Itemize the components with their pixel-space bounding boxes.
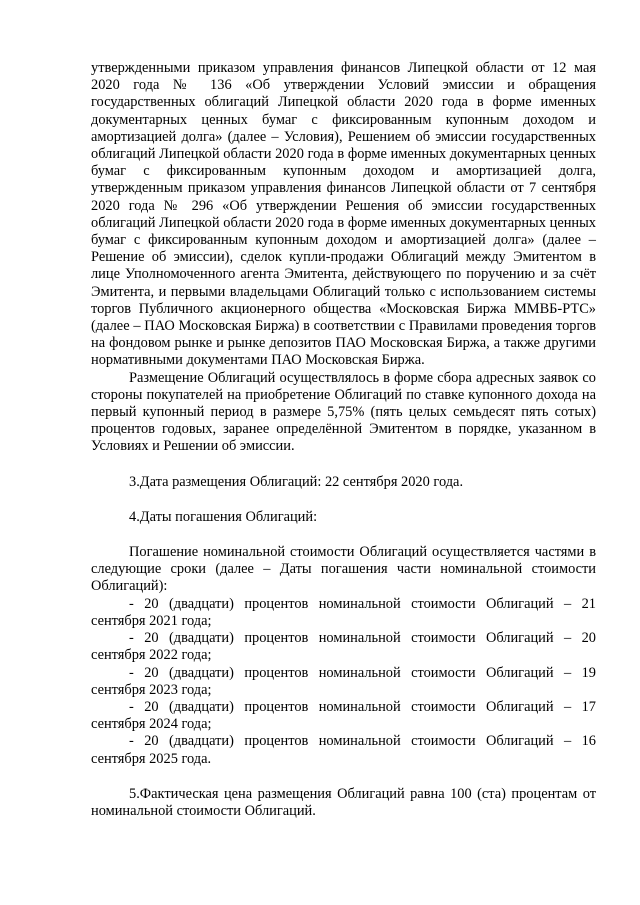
list-item-redemption: - 20 (двадцати) процентов номинальной стоимости Облигаций – 21 сентября 2021 года;: [91, 595, 596, 629]
list-item-redemption: - 20 (двадцати) процентов номинальной стоимости Облигаций – 19 сентября 2023 года;: [91, 664, 596, 698]
document-body: [91, 60, 596, 820]
list-item-redemption: - 20 (двадцати) процентов номинальной стоимости Облигаций – 16 сентября 2025 года.: [91, 733, 596, 767]
section-actual-price: 5.Фактическая цена размещения Облигаций равна 100 (ста) процентам от номинальной стоимости Облигаций.: [91, 785, 596, 819]
spacer: [91, 768, 596, 786]
spacer: [91, 526, 596, 544]
paragraph-placement-method: Размещение Облигаций осуществлялось в форме сбора адресных заявок со стороны покупателей на приобретение Облигаций по ставке купонного дохода на первый купонный период в размере 5,75% (пять целых семьдесят пять сотых) процентов годовых, заранее определённой Эмитентом в порядке, указанном в Условиях и Решении об эмиссии.: [91, 369, 596, 455]
paragraph-redemption-schedule: Погашение номинальной стоимости Облигаций осуществляется частями в следующие сроки (далее – Даты погашения части номинальной стоимости Облигаций):: [91, 544, 596, 595]
section-placement-date: 3.Дата размещения Облигаций: 22 сентября 2020 года.: [129, 473, 464, 490]
spacer: [91, 491, 596, 509]
paragraph-placement-basis: утвержденными приказом управления финансов Липецкой области от 12 мая 2020 года № 136 «Об утверждении Условий эмиссии и обращения государственных облигаций Липецкой области 2020 года в форме именных документарных ценных бумаг с фиксированным купонным доходом и амортизацией долга» (далее – Условия), Решением об эмиссии государственных облигаций Липецкой области 2020 года в форме именных документарных ценных бумаг с фиксированным купонным доходом и амортизацией долга, утвержденным приказом управления финансов Липецкой области от 7 сентября 2020 года № 296 «Об утверждении Решения об эмиссии государственных облигаций Липецкой области 2020 года в форме именных документарных ценных бумаг с фиксированным купонным доходом и амортизацией долга» (далее – Решение об эмиссии), сделок купли-продажи Облигаций между Эмитентом в лице Уполномоченного агента Эмитента, действующего по поручению и за счёт Эмитента, и первыми владельцами Облигаций только с использованием системы торгов Публичного акционерного общества «Московская Биржа ММВБ-РТС» (далее – ПАО Московская Биржа) в соответствии с Правилами проведения торгов на фондовом рынке и рынке депозитов ПАО Московская Биржа, а также другими нормативными документами ПАО Московская Биржа.: [91, 60, 596, 369]
spacer: [91, 456, 596, 474]
list-item-redemption: - 20 (двадцати) процентов номинальной стоимости Облигаций – 20 сентября 2022 года;: [91, 630, 596, 664]
list-item-redemption: - 20 (двадцати) процентов номинальной стоимости Облигаций – 17 сентября 2024 года;: [91, 698, 596, 733]
section-redemption-dates-heading: 4.Даты погашения Облигаций:: [129, 508, 318, 525]
